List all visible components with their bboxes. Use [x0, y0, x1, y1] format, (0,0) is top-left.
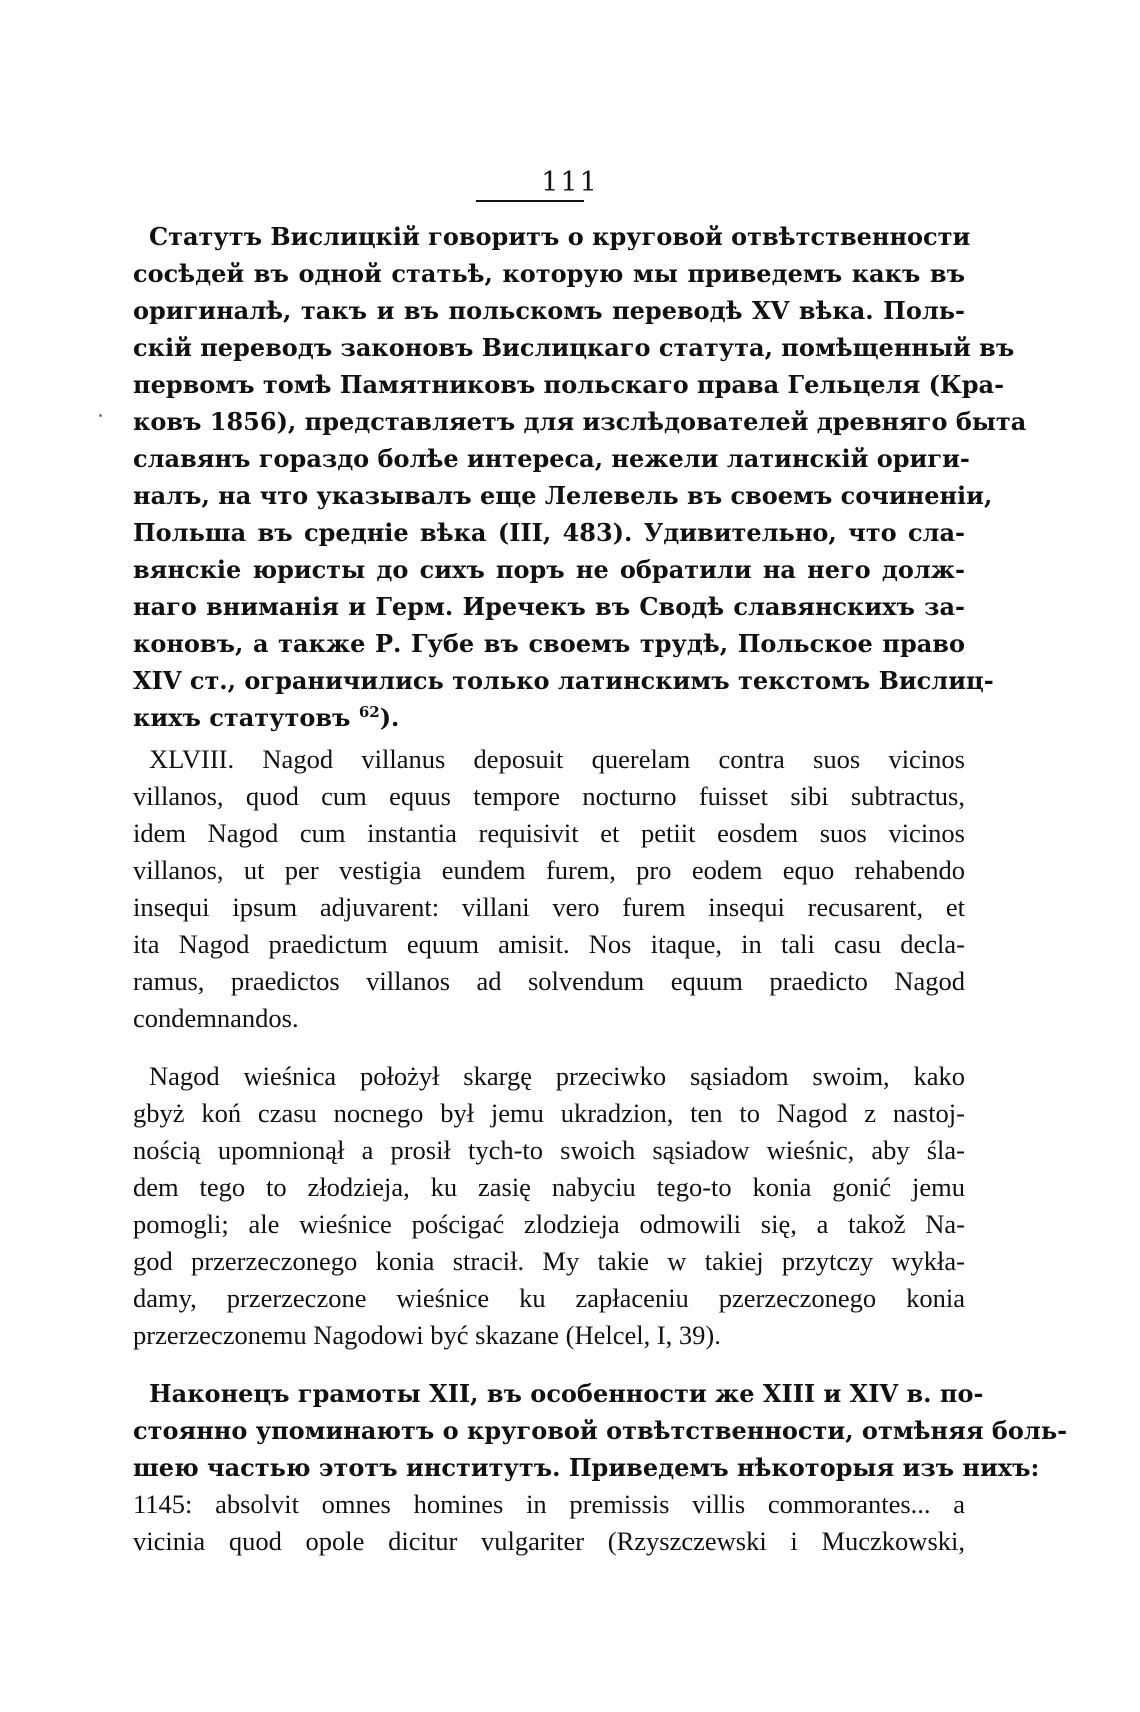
text-line: insequi ipsum adjuvarent: villani vero furem insequi recusarent, et — [133, 892, 965, 922]
text-line: XIV ст., ограничились только латинскимъ текстомъ Вислиц- — [133, 666, 994, 695]
page-number: 111 — [541, 167, 599, 198]
text-line: налъ, на что указывалъ еще Лелевель въ своемъ сочиненіи, — [133, 481, 993, 510]
text-line-content: кихъ статутовъ — [133, 703, 351, 732]
text-line: вянскіе юристы до сихъ поръ не обратили на него долж- — [133, 555, 965, 584]
text-line: Наконецъ грамоты XII, въ особенности же XIII и XIV в. по- — [149, 1379, 984, 1408]
text-line-with-footnote — [133, 699, 965, 736]
text-line: ita Nagod praedictum equum amisit. Nos itaque, in tali casu decla- — [133, 929, 965, 959]
text-line: сосѣдей въ одной статьѣ, которую мы приведемъ какъ въ — [133, 259, 965, 288]
paragraph-charters — [133, 1375, 1068, 1560]
text-line: villanos, quod cum equus tempore nocturno fuisset sibi subtractus, — [133, 781, 965, 811]
text-line: idem Nagod cum instantia requisivit et petiit eosdem suos vicinos — [133, 818, 965, 848]
page-header — [0, 166, 1140, 200]
text-line: nością upomnionął a prosił tych-to swoich sąsiadow wieśnic, aby śla- — [133, 1135, 965, 1165]
text-line: славянъ гораздо болѣе интереса, нежели латинскій ориги- — [133, 444, 970, 473]
footnote-ref: 62 — [358, 703, 380, 721]
text-line: шею частью этотъ институтъ. Приведемъ нѣкоторыя изъ нихъ: — [133, 1453, 1040, 1482]
text-line: villanos, ut per vestigia eundem furem, pro eodem equo rehabendo — [133, 855, 965, 885]
margin-speck — [99, 414, 102, 417]
text-line: Nagod wieśnica położył skargę przeciwko sąsiadom swoim, kako — [149, 1061, 965, 1091]
text-line: gbyż koń czasu nocnego był jemu ukradzion, ten to Nagod z nastoj- — [133, 1098, 965, 1128]
paragraph-statute-intro — [133, 218, 1027, 736]
text-line: первомъ томѣ Памятниковъ польскаго права Гельцеля (Кра- — [133, 370, 1005, 399]
text-line: ramus, praedictos villanos ad solvendum equum praedicto Nagod — [133, 966, 965, 996]
text-line: Польша въ средніе вѣка (III, 483). Удивительно, что сла- — [133, 518, 965, 547]
text-line: наго вниманія и Герм. Иречекъ въ Сводѣ славянскихъ за- — [133, 592, 965, 621]
paragraph-latin-statute — [133, 741, 965, 1037]
text-line: стоянно упоминаютъ о круговой отвѣтственности, отмѣняя боль- — [133, 1416, 1068, 1445]
text-line: condemnandos. — [133, 1003, 299, 1033]
text-line: коновъ, а также Р. Губе въ своемъ трудѣ, Польское право — [133, 629, 965, 658]
text-line: XLVIII. Nagod villanus deposuit querelam contra suos vicinos — [149, 744, 965, 774]
text-line: 1145: absolvit omnes homines in premissis villis commorantes... a — [133, 1489, 965, 1519]
text-line: скій переводъ законовъ Вислицкаго статута, помѣщенный въ — [133, 333, 1015, 362]
text-line: pomogli; ale wieśnice pościgać zlodzieja odmowili się, a takož Na- — [133, 1209, 965, 1239]
text-line: ковъ 1856), представляетъ для изслѣдователей древняго быта — [133, 407, 1027, 436]
paragraph-polish-translation — [133, 1058, 965, 1354]
text-line: god przerzeczonego konia stracił. My takie w takiej przytczy wykła- — [133, 1246, 965, 1276]
text-line: оригиналѣ, такъ и въ польскомъ переводѣ XV вѣка. Поль- — [133, 296, 965, 325]
header-rule — [476, 200, 584, 202]
text-line-tail: ). — [379, 703, 400, 732]
text-line: damy, przerzeczone wieśnice ku zapłaceniu pzerzeczonego konia — [133, 1283, 965, 1313]
text-line: Статутъ Вислицкій говоритъ о круговой отвѣтственности — [149, 222, 971, 251]
text-line: vicinia quod opole dicitur vulgariter (Rzyszczewski i Muczkowski, — [133, 1526, 965, 1556]
text-line: dem tego to złodzieja, ku zasię nabyciu tego-to konia gonić jemu — [133, 1172, 965, 1202]
text-line: przerzeczonemu Nagodowi być skazane (Helcel, I, 39). — [133, 1320, 721, 1350]
